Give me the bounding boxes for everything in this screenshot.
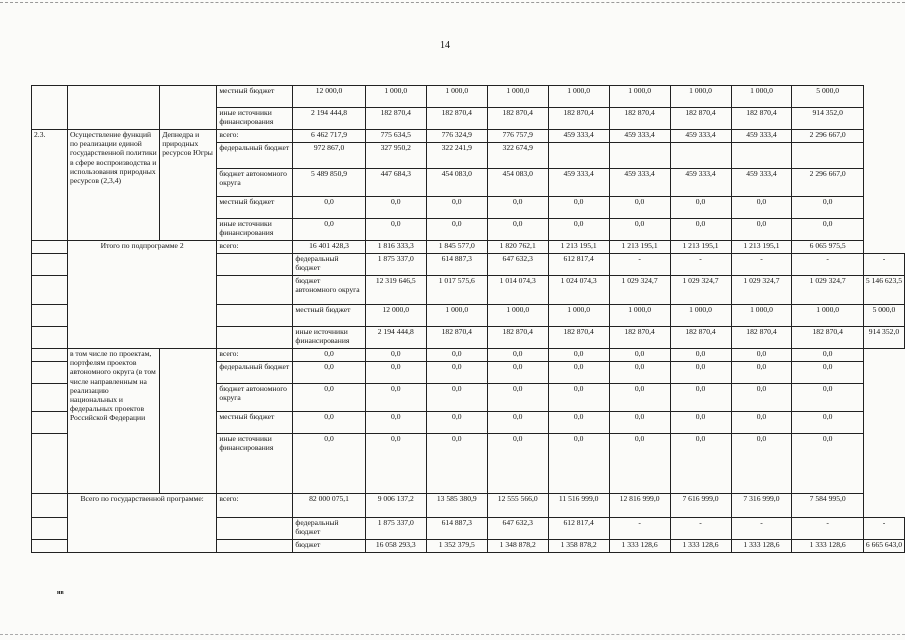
amount-cell [609,143,670,169]
amount-cell: 0,0 [426,412,487,434]
amount-cell: 0,0 [365,219,426,241]
executor-cell [217,540,293,553]
amount-cell: 1 000,0 [426,305,487,327]
amount-cell: 612 817,4 [548,254,609,276]
amount-cell: 182 870,4 [670,108,731,130]
amount-cell [731,143,792,169]
amount-cell [792,143,863,169]
amount-cell: 322 674,9 [487,143,548,169]
amount-cell: 0,0 [609,412,670,434]
amount-cell: 2 296 667,0 [792,130,863,143]
amount-cell: - [863,518,904,540]
amount-cell: 0,0 [487,384,548,412]
amount-cell: 12 000,0 [365,305,426,327]
funding-source-cell: местный бюджет [217,412,293,434]
footer-mark: нв [57,590,64,596]
amount-cell: 0,0 [731,384,792,412]
amount-cell: 612 817,4 [548,518,609,540]
amount-cell: 0,0 [365,197,426,219]
amount-cell: 182 870,4 [426,108,487,130]
amount-cell: 914 352,0 [863,327,904,349]
amount-cell: 776 757,9 [487,130,548,143]
amount-cell: 2 194 444,8 [365,327,426,349]
amount-cell: 0,0 [365,384,426,412]
amount-cell: 0,0 [731,362,792,384]
amount-cell: - [792,254,863,276]
row-number-cell [32,434,68,494]
amount-cell: 0,0 [670,362,731,384]
amount-cell: 6 462 717,9 [293,130,365,143]
amount-cell: - [609,518,670,540]
amount-cell: 16 401 428,3 [293,241,365,254]
amount-cell: 5 000,0 [792,86,863,108]
row-number-cell [32,305,68,327]
amount-cell: 0,0 [792,197,863,219]
amount-cell: 0,0 [365,349,426,362]
funding-source-cell: бюджет [293,540,365,553]
amount-cell: 7 316 999,0 [731,494,792,518]
executor-cell: Депнедра и природных ресурсов Югры [160,130,217,241]
amount-cell: 0,0 [609,434,670,494]
amount-cell: 454 083,0 [487,169,548,197]
amount-cell: 0,0 [609,349,670,362]
financing-table [31,85,905,553]
amount-cell: - [670,254,731,276]
amount-cell: 0,0 [487,434,548,494]
amount-cell: 0,0 [792,384,863,412]
amount-cell: - [863,254,904,276]
table-row [32,241,905,254]
row-number-cell: 2.3. [32,130,68,241]
funding-source-cell: иные источники финансирования [217,219,293,241]
amount-cell: 1 000,0 [670,305,731,327]
amount-cell: 0,0 [792,219,863,241]
amount-cell: 1 000,0 [609,305,670,327]
row-number-cell [32,276,68,305]
amount-cell: 0,0 [609,362,670,384]
amount-cell: 0,0 [365,434,426,494]
amount-cell: 1 820 762,1 [487,241,548,254]
amount-cell: 0,0 [670,349,731,362]
amount-cell: - [731,518,792,540]
amount-cell: 0,0 [365,412,426,434]
amount-cell: 1 333 128,6 [670,540,731,553]
amount-cell: 459 333,4 [548,130,609,143]
page-number: 14 [440,40,450,51]
amount-cell: 0,0 [487,412,548,434]
row-number-cell [32,254,68,276]
executor-cell [160,86,217,130]
amount-cell: 0,0 [609,197,670,219]
amount-cell: 182 870,4 [548,327,609,349]
amount-cell: 775 634,5 [365,130,426,143]
amount-cell: 0,0 [670,434,731,494]
amount-cell: 1 213 195,1 [670,241,731,254]
amount-cell: 1 000,0 [670,86,731,108]
row-number-cell [32,241,68,254]
amount-cell: 1 014 074,3 [487,276,548,305]
funding-source-cell: иные источники финансирования [293,327,365,349]
funding-source-cell: местный бюджет [217,86,293,108]
amount-cell: 0,0 [548,362,609,384]
amount-cell: 1 000,0 [487,305,548,327]
amount-cell: - [792,518,863,540]
amount-cell: 0,0 [487,349,548,362]
amount-cell: 12 555 566,0 [487,494,548,518]
amount-cell: 647 632,3 [487,254,548,276]
funding-source-cell: местный бюджет [217,197,293,219]
amount-cell: 2 296 667,0 [792,169,863,197]
scan-edge-top [0,2,905,3]
amount-cell: 0,0 [548,197,609,219]
amount-cell: 0,0 [293,412,365,434]
amount-cell: 914 352,0 [792,108,863,130]
amount-cell: 0,0 [487,219,548,241]
amount-cell: 5 489 850,9 [293,169,365,197]
amount-cell: 1 816 333,3 [365,241,426,254]
amount-cell: 182 870,4 [426,327,487,349]
executor-cell [160,349,217,494]
row-number-cell [32,349,68,362]
amount-cell: 972 867,0 [293,143,365,169]
program-label-cell: Всего по государственной программе: [67,494,216,553]
amount-cell: 7 616 999,0 [670,494,731,518]
amount-cell: 13 585 380,9 [426,494,487,518]
amount-cell: 1 358 878,2 [548,540,609,553]
amount-cell: 0,0 [293,384,365,412]
amount-cell: 1 029 324,7 [609,276,670,305]
amount-cell: - [731,254,792,276]
executor-cell [217,518,293,540]
amount-cell: 1 000,0 [609,86,670,108]
amount-cell: 0,0 [731,349,792,362]
amount-cell: 0,0 [426,219,487,241]
row-number-cell [32,86,68,130]
amount-cell: 0,0 [426,349,487,362]
amount-cell: 1 333 128,6 [731,540,792,553]
program-label-cell: Итого по подпрограмме 2 [67,241,216,349]
amount-cell: 0,0 [548,349,609,362]
amount-cell: 182 870,4 [487,108,548,130]
amount-cell: 459 333,4 [670,130,731,143]
amount-cell: 614 887,3 [426,254,487,276]
amount-cell: 1 024 074,3 [548,276,609,305]
amount-cell: 1 000,0 [731,86,792,108]
activity-name-cell: в том числе по проектам, портфелям проектов автономного округа (в том числе направленным на реализацию национальных и федеральных проектов Российской Федерации [67,349,159,494]
amount-cell: - [609,254,670,276]
amount-cell: 0,0 [293,219,365,241]
amount-cell: 0,0 [609,384,670,412]
amount-cell: 182 870,4 [792,327,863,349]
amount-cell: 182 870,4 [670,327,731,349]
amount-cell: 0,0 [426,384,487,412]
amount-cell: 322 241,9 [426,143,487,169]
row-number-cell [32,384,68,412]
amount-cell: 1 875 337,0 [365,254,426,276]
funding-source-cell: всего: [217,349,293,362]
amount-cell: 447 684,3 [365,169,426,197]
amount-cell: 0,0 [609,219,670,241]
amount-cell: 1 213 195,1 [731,241,792,254]
amount-cell: 6 065 975,5 [792,241,863,254]
amount-cell: 0,0 [670,197,731,219]
amount-cell: 1 000,0 [365,86,426,108]
amount-cell: 1 213 195,1 [609,241,670,254]
executor-cell [217,305,293,327]
amount-cell: 0,0 [293,434,365,494]
amount-cell: 0,0 [792,349,863,362]
amount-cell: 1 348 878,2 [487,540,548,553]
scan-edge-bottom [0,634,905,635]
amount-cell: 182 870,4 [487,327,548,349]
amount-cell: 0,0 [548,412,609,434]
funding-source-cell: бюджет автономного округа [293,276,365,305]
amount-cell: 1 000,0 [426,86,487,108]
amount-cell: 16 058 293,3 [365,540,426,553]
funding-source-cell: всего: [217,130,293,143]
amount-cell: 0,0 [670,219,731,241]
funding-source-cell: иные источники финансирования [217,434,293,494]
amount-cell: 1 000,0 [548,86,609,108]
row-number-cell [32,327,68,349]
amount-cell: 459 333,4 [609,169,670,197]
amount-cell: 182 870,4 [365,108,426,130]
table-row [32,349,905,362]
funding-source-cell: бюджет автономного округа [217,169,293,197]
amount-cell: 0,0 [670,412,731,434]
amount-cell: 182 870,4 [731,108,792,130]
amount-cell: 0,0 [731,412,792,434]
funding-source-cell: федеральный бюджет [293,518,365,540]
amount-cell: 1 029 324,7 [792,276,863,305]
amount-cell: 1 000,0 [731,305,792,327]
amount-cell: 0,0 [548,219,609,241]
amount-cell: 1 029 324,7 [670,276,731,305]
table-row [32,494,905,518]
amount-cell: 11 516 999,0 [548,494,609,518]
row-number-cell [32,540,68,553]
funding-source-cell: федеральный бюджет [217,143,293,169]
amount-cell: 1 333 128,6 [792,540,863,553]
amount-cell: 1 875 337,0 [365,518,426,540]
amount-cell: 647 632,3 [487,518,548,540]
amount-cell: 459 333,4 [670,169,731,197]
executor-cell [217,327,293,349]
amount-cell: 459 333,4 [731,130,792,143]
amount-cell: 0,0 [426,434,487,494]
amount-cell: 776 324,9 [426,130,487,143]
amount-cell: 0,0 [792,362,863,384]
amount-cell: 9 006 137,2 [365,494,426,518]
funding-source-cell: бюджет автономного округа [217,384,293,412]
amount-cell: 459 333,4 [609,130,670,143]
table-row [32,86,905,108]
amount-cell: 1 845 577,0 [426,241,487,254]
amount-cell: - [670,518,731,540]
amount-cell: 1 017 575,6 [426,276,487,305]
amount-cell: 459 333,4 [548,169,609,197]
amount-cell: 1 213 195,1 [548,241,609,254]
funding-source-cell: иные источники финансирования [217,108,293,130]
amount-cell: 0,0 [670,384,731,412]
row-number-cell [32,412,68,434]
amount-cell [548,143,609,169]
activity-name-cell [67,86,159,130]
amount-cell: 0,0 [293,362,365,384]
amount-cell: 7 584 995,0 [792,494,863,518]
executor-cell [217,254,293,276]
row-number-cell [32,494,68,518]
amount-cell: 0,0 [731,219,792,241]
amount-cell: 0,0 [487,362,548,384]
amount-cell: 0,0 [293,349,365,362]
amount-cell: 1 029 324,7 [731,276,792,305]
amount-cell: 0,0 [731,197,792,219]
amount-cell: 182 870,4 [609,108,670,130]
amount-cell: 1 333 128,6 [609,540,670,553]
amount-cell: 12 816 999,0 [609,494,670,518]
amount-cell [670,143,731,169]
amount-cell: 614 887,3 [426,518,487,540]
amount-cell: 0,0 [792,434,863,494]
amount-cell: 2 194 444,8 [293,108,365,130]
amount-cell: 82 000 075,1 [293,494,365,518]
amount-cell: 12 319 646,5 [365,276,426,305]
amount-cell: 1 000,0 [792,305,863,327]
funding-source-cell: федеральный бюджет [293,254,365,276]
amount-cell: 5 000,0 [863,305,904,327]
amount-cell: 182 870,4 [609,327,670,349]
amount-cell: 0,0 [293,197,365,219]
amount-cell: 1 000,0 [487,86,548,108]
amount-cell: 454 083,0 [426,169,487,197]
funding-source-cell: всего: [217,241,293,254]
funding-source-cell: местный бюджет [293,305,365,327]
row-number-cell [32,362,68,384]
amount-cell: 327 950,2 [365,143,426,169]
amount-cell: 0,0 [426,362,487,384]
amount-cell: 0,0 [548,384,609,412]
funding-source-cell: федеральный бюджет [217,362,293,384]
amount-cell: 6 665 643,0 [863,540,904,553]
amount-cell: 1 000,0 [548,305,609,327]
table-row [32,130,905,143]
activity-name-cell: Осуществление функций по реализации единой государственной политики в сфере воспроизводства и использования природных ресурсов (2,3,4) [67,130,159,241]
amount-cell: 0,0 [487,197,548,219]
row-number-cell [32,518,68,540]
amount-cell: 0,0 [731,434,792,494]
amount-cell: 12 000,0 [293,86,365,108]
amount-cell: 0,0 [548,434,609,494]
amount-cell: 0,0 [365,362,426,384]
funding-source-cell: всего: [217,494,293,518]
executor-cell [217,276,293,305]
amount-cell: 1 352 379,5 [426,540,487,553]
amount-cell: 5 146 623,5 [863,276,904,305]
amount-cell: 182 870,4 [731,327,792,349]
amount-cell: 0,0 [426,197,487,219]
amount-cell: 459 333,4 [731,169,792,197]
amount-cell: 0,0 [792,412,863,434]
amount-cell: 182 870,4 [548,108,609,130]
